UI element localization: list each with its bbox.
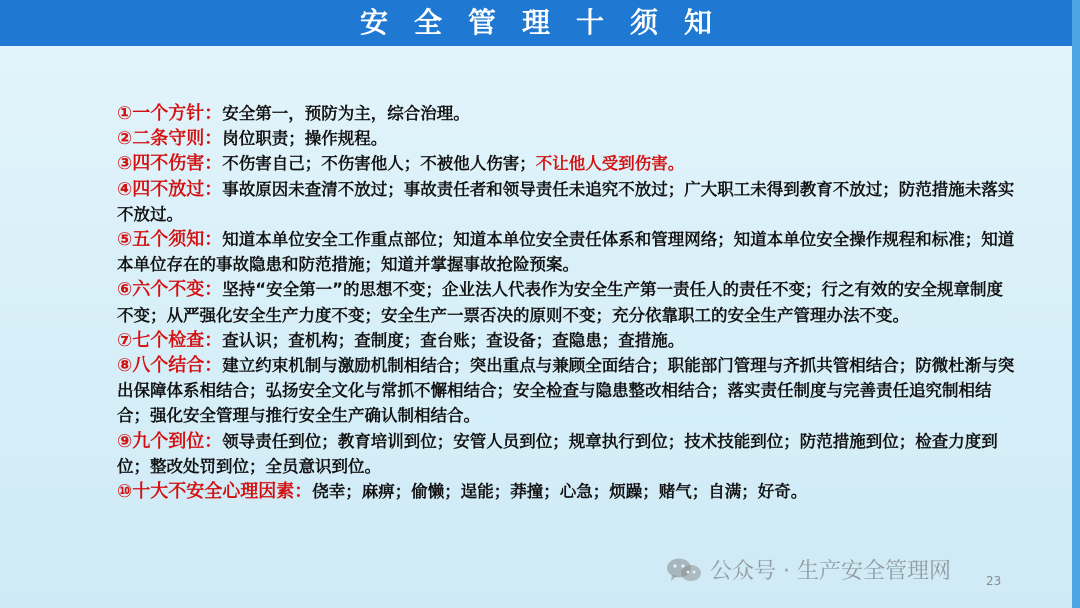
item-text: 岗位职责；操作规程。 xyxy=(222,129,388,149)
wechat-icon xyxy=(666,557,702,583)
item-text: 侥幸；麻痹；偷懒；逞能；莽撞；心急；烦躁；赌气；自满；好奇。 xyxy=(312,482,808,502)
slide-title: 安全管理十须知 xyxy=(359,6,738,39)
item-label: ⑥六个不变： xyxy=(117,279,223,301)
list-item xyxy=(117,227,1017,277)
list-item xyxy=(117,479,1017,504)
list-item xyxy=(117,353,1017,429)
item-label: ①一个方针： xyxy=(117,103,223,124)
item-text: 不伤害自己；不伤害他人；不被他人伤害； xyxy=(222,154,536,174)
list-item xyxy=(117,126,1017,151)
item-label: ⑩十大不安全心理因素： xyxy=(117,481,313,503)
item-label: ⑤五个须知： xyxy=(117,229,223,251)
item-text: 事故原因未查清不放过；事故责任者和领导责任未追究不放过；广大职工未得到教育不放过；防范措施未落实不放过。 xyxy=(117,179,1015,224)
item-label: ②二条守则： xyxy=(117,128,223,150)
item-label: ④四不放过： xyxy=(117,178,223,200)
watermark-text: 公众号 · 生产安全管理网 xyxy=(710,559,951,584)
item-text: 安全第一，预防为主，综合治理。 xyxy=(222,104,470,123)
list-item xyxy=(117,151,1017,176)
item-highlight-text: 不让他人受到伤害。 xyxy=(535,154,685,174)
item-text: 领导责任到位；教育培训到位；安管人员到位；规章执行到位；技术技能到位；防范措施到位；检查力度到位；整改处罚到位；全员意识到位。 xyxy=(117,431,998,476)
item-text: 建立约束机制与激励机制相结合；突出重点与兼顾全面结合；职能部门管理与齐抓共管相结合；防微杜渐与突出保障体系相结合；弘扬安全文化与常抓不懈相结合；安全检查与隐患整改相结合；落实责任制度与完善责任追究制相结合；强化安全管理与推行安全生产确认制相结合。 xyxy=(117,356,1015,426)
item-label: ③四不伤害： xyxy=(117,153,223,175)
title-bar xyxy=(0,0,1072,46)
item-text: 坚持“安全第一”的思想不变；企业法人代表作为安全生产第一责任人的责任不变；行之有效的安全规章制度不变；从严强化安全生产力度不变；安全生产一票否决的原则不变；充分依靠职工的安全生产管理办法不变。 xyxy=(117,280,1003,325)
list-item xyxy=(117,101,1017,126)
page-number: 23 xyxy=(986,574,1002,588)
watermark xyxy=(666,554,951,585)
item-text: 查认识；查机构；查制度；查台账；查设备；查隐患；查措施。 xyxy=(222,330,685,350)
list-item xyxy=(117,277,1017,327)
item-label: ⑦七个检查： xyxy=(117,329,223,351)
item-label: ⑨九个到位： xyxy=(117,430,223,452)
list-item xyxy=(117,429,1017,479)
list-item xyxy=(117,328,1017,353)
rules-list xyxy=(117,101,1017,504)
list-item xyxy=(117,177,1017,227)
item-label: ⑧八个结合： xyxy=(117,355,223,377)
item-text: 知道本单位安全工作重点部位；知道本单位安全责任体系和管理网络；知道本单位安全操作规程和标准；知道本单位存在的事故隐患和防范措施；知道并掌握事故抢险预案。 xyxy=(117,230,1015,275)
